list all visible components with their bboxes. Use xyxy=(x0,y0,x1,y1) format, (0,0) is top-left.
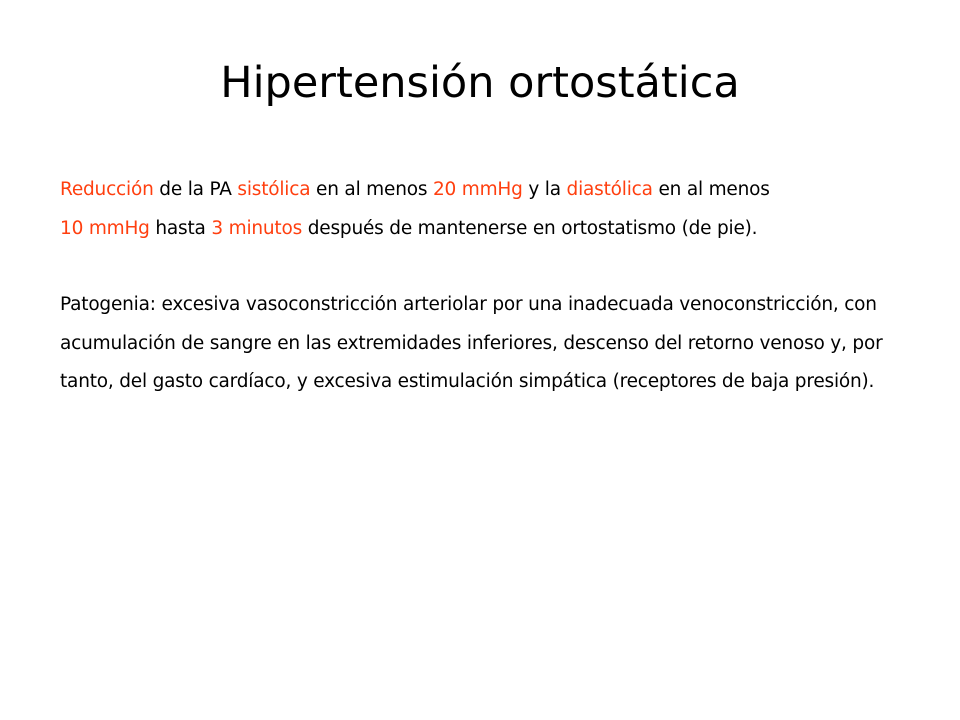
definition-segment: diastólica xyxy=(566,179,653,200)
definition-segment: 3 minutos xyxy=(211,217,303,239)
definition-segment: en al menos xyxy=(310,179,433,200)
definition-segment: después de mantenerse en ortostatismo (de pie). xyxy=(302,217,758,239)
definition-segment: y la xyxy=(522,179,567,200)
definition-segment: Reducción xyxy=(60,179,154,200)
slide-title: Hipertensión ortostática xyxy=(220,58,740,108)
slide-body xyxy=(60,171,920,402)
definition-segment: 20 mmHg xyxy=(432,179,523,200)
definition-segment: sistólica xyxy=(237,179,311,200)
definition-segment: de la PA xyxy=(153,179,238,200)
definition-segment: en al menos xyxy=(652,179,770,200)
definition-segment: hasta xyxy=(149,217,212,239)
definition-paragraph xyxy=(60,171,920,248)
pathogenesis-paragraph: Patogenia: excesiva vasoconstricción arteriolar por una inadecuada venoconstricción, con acumulación de sangre en las extremidades inferiores, descenso del retorno venoso y, por tanto, del gasto cardíaco, y excesiva estimulación simpática (receptores de baja presión). xyxy=(60,294,883,392)
definition-segment: 10 mmHg xyxy=(60,217,150,239)
